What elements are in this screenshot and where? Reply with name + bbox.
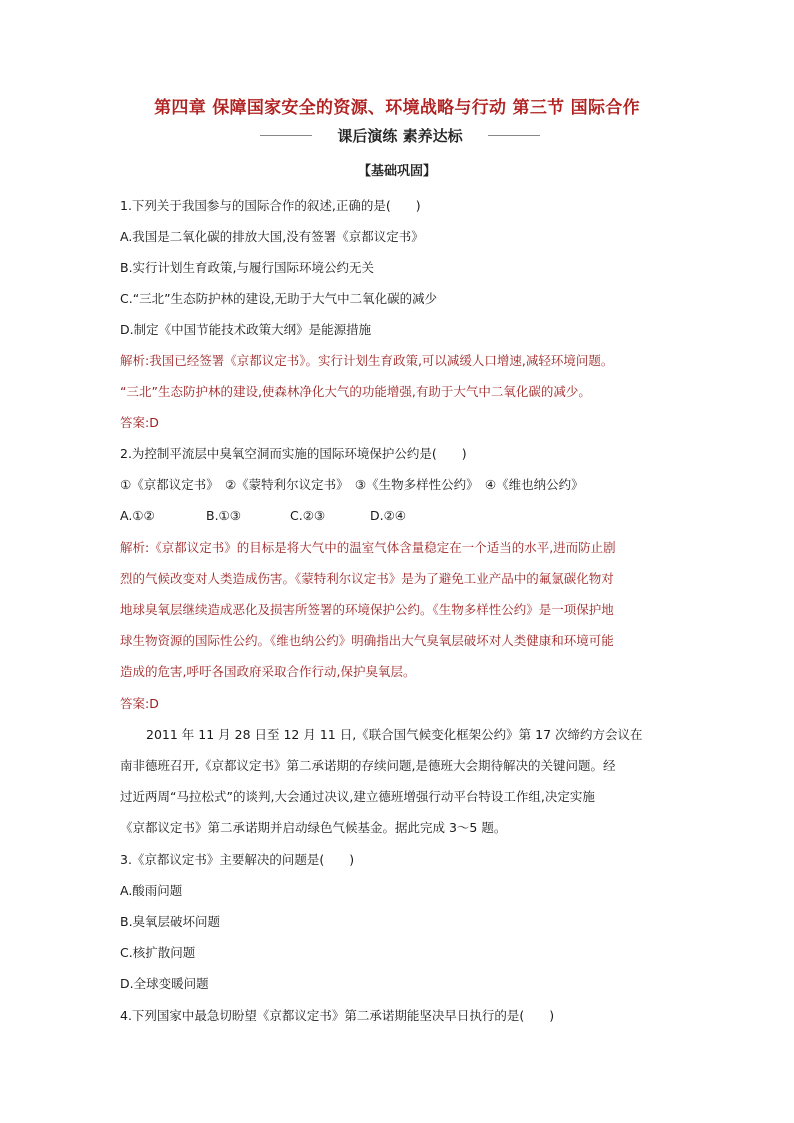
passage-line: 2011 年 11 月 28 日至 12 月 11 日,《联合国气候变化框架公约》第 17 次缔约方会议在 — [146, 727, 643, 742]
q2-analysis-line: 造成的危害,呼吁各国政府采取合作行动,保护臭氧层。 — [120, 664, 416, 679]
q3-option-b: B.臭氧层破坏问题 — [120, 914, 221, 929]
subtitle-banner — [200, 124, 600, 148]
passage-line: 过近两周“马拉松式”的谈判,大会通过决议,建立德班增强行动平台特设工作组,决定实施 — [120, 789, 595, 804]
q1-analysis-line: “三北”生态防护林的建设,使森林净化大气的功能增强,有助于大气中二氧化碳的减少。 — [120, 384, 591, 399]
q1-stem: 1.下列关于我国参与的国际合作的叙述,正确的是( ) — [120, 198, 421, 213]
q2-option-b: B.①③ — [206, 508, 241, 523]
q4-stem: 4.下列国家中最急切盼望《京都议定书》第二承诺期能坚决早日执行的是( ) — [120, 1008, 555, 1023]
passage-line: 《京都议定书》第二承诺期并启动绿色气候基金。据此完成 3～5 题。 — [120, 820, 507, 835]
passage-line: 南非德班召开,《京都议定书》第二承诺期的存续问题,是德班大会期待解决的关键问题。经 — [120, 758, 616, 773]
q1-option-c: C.“三北”生态防护林的建设,无助于大气中二氧化碳的减少 — [120, 291, 438, 306]
q2-option-d: D.②④ — [370, 508, 407, 523]
q2-analysis-line: 解析:《京都议定书》的目标是将大气中的温室气体含量稳定在一个适当的水平,进而防止剧 — [120, 540, 616, 555]
q2-analysis-line: 地球臭氧层继续造成恶化及损害所签署的环境保护公约。《生物多样性公约》是一项保护地 — [120, 602, 614, 617]
q1-option-d: D.制定《中国节能技术政策大纲》是能源措施 — [120, 322, 372, 337]
q3-option-c: C.核扩散问题 — [120, 945, 196, 960]
q2-answer: 答案:D — [120, 696, 159, 711]
q3-stem: 3.《京都议定书》主要解决的问题是( ) — [120, 852, 355, 867]
q1-analysis-line: 解析:我国已经签署《京都议定书》。实行计划生育政策,可以减缓人口增速,减轻环境问题。 — [120, 353, 614, 368]
q2-items: ①《京都议定书》 ②《蒙特利尔议定书》 ③《生物多样性公约》 ④《维也纳公约》 — [120, 477, 584, 492]
q2-stem: 2.为控制平流层中臭氧空洞而实施的国际环境保护公约是( ) — [120, 446, 467, 461]
q2-option-a: A.①② — [120, 508, 155, 523]
q1-option-a: A.我国是二氧化碳的排放大国,没有签署《京都议定书》 — [120, 229, 424, 244]
q3-option-a: A.酸雨问题 — [120, 883, 183, 898]
q1-option-b: B.实行计划生育政策,与履行国际环境公约无关 — [120, 260, 375, 275]
q2-options — [120, 507, 406, 525]
page-title: 第四章 保障国家安全的资源、环境战略与行动 第三节 国际合作 — [154, 98, 640, 118]
subtitle-text: 课后演练 素养达标 — [337, 127, 463, 145]
q2-analysis-line: 球生物资源的国际性公约。《维也纳公约》明确指出大气臭氧层破坏对人类健康和环境可能 — [120, 633, 614, 648]
section-heading: 【基础巩固】 — [357, 164, 436, 179]
q2-option-c: C.②③ — [290, 508, 326, 523]
subtitle-rule-right — [488, 135, 540, 136]
subtitle-rule-left — [260, 135, 312, 136]
q3-option-d: D.全球变暖问题 — [120, 976, 209, 991]
q2-analysis-line: 烈的气候改变对人类造成伤害。《蒙特利尔议定书》是为了避免工业产品中的氟氯碳化物对 — [120, 571, 614, 586]
q1-answer: 答案:D — [120, 415, 159, 430]
